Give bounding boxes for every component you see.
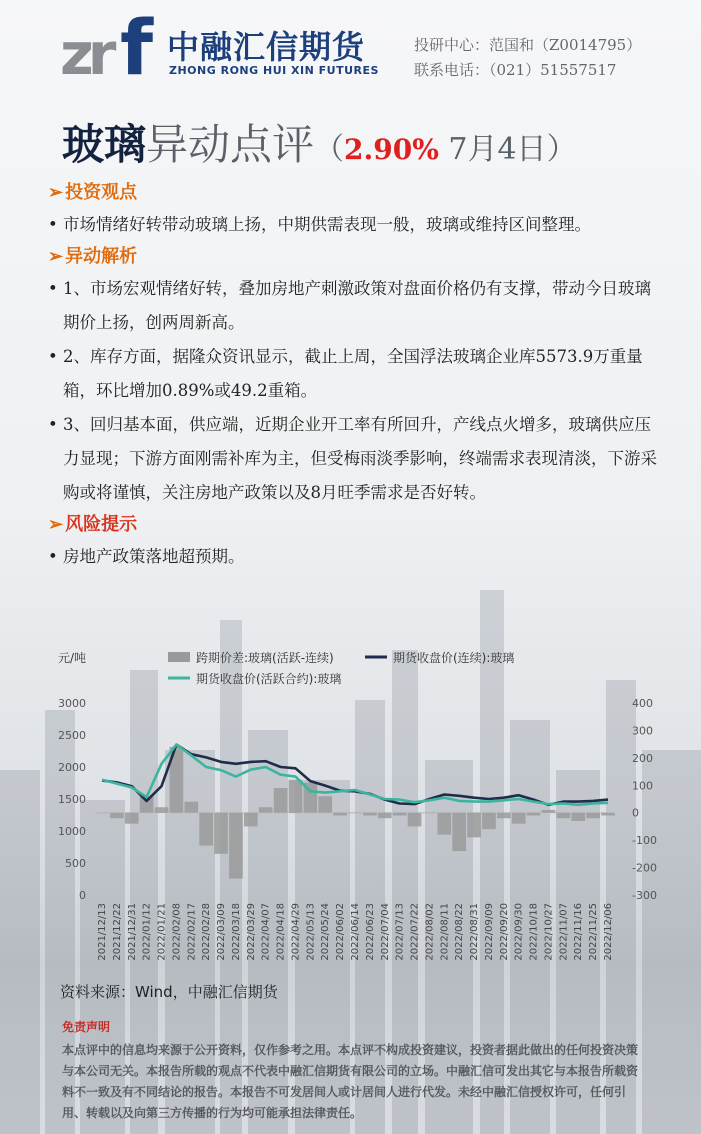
title-close-paren: ） <box>546 132 577 167</box>
y2-tick-label: 100 <box>632 779 653 793</box>
y2-tick-label: 400 <box>632 697 653 710</box>
x-tick-label: 2022/04/18 <box>275 903 287 961</box>
x-tick-label: 2022/01/12 <box>141 903 153 961</box>
contact-info <box>414 33 641 83</box>
bullet-icon: • <box>48 347 58 366</box>
y2-tick-label: 0 <box>632 806 639 820</box>
spread-bar <box>348 813 362 814</box>
bullet-icon: • <box>48 547 58 566</box>
page-title <box>62 112 577 172</box>
y2-tick-label: -100 <box>632 834 657 848</box>
view-item: • 市场情绪好转带动玻璃上扬，中期供需表现一般，玻璃或维持区间整理。 <box>48 208 658 242</box>
company-name-en: ZHONG RONG HUI XIN FUTURES <box>169 64 379 77</box>
x-tick-label: 2022/08/31 <box>469 903 481 961</box>
spread-bar <box>155 807 169 812</box>
spread-bar <box>452 813 466 851</box>
x-tick-label: 2022/07/13 <box>394 903 406 961</box>
title-main: 玻璃 <box>62 120 147 169</box>
x-tick-label: 2022/02/08 <box>171 903 183 961</box>
bullet-icon: • <box>48 415 58 434</box>
x-tick-label: 2022/02/28 <box>201 903 213 961</box>
x-tick-label: 2022/06/23 <box>364 903 376 961</box>
spread-bar <box>601 813 615 816</box>
x-tick-label: 2022/07/22 <box>409 903 421 961</box>
y-tick-label: 2500 <box>58 729 86 742</box>
arrow-icon: ➢ <box>48 246 64 267</box>
spread-bar <box>408 813 422 827</box>
spread-bar <box>229 813 243 879</box>
arrow-icon: ➢ <box>48 514 64 535</box>
price-chart <box>50 645 657 975</box>
legend-label-continuous: 期货收盘价(连续):玻璃 <box>393 651 515 665</box>
legend-swatch-spread <box>168 652 190 662</box>
spread-bar <box>467 813 481 838</box>
y2-tick-label: 200 <box>632 751 653 765</box>
header <box>0 0 701 95</box>
spread-bar <box>512 813 526 824</box>
x-tick-label: 2022/05/24 <box>320 903 332 961</box>
spread-bar <box>497 813 511 818</box>
x-tick-label: 2022/09/20 <box>498 903 510 961</box>
arrow-icon: ➢ <box>48 182 64 203</box>
x-tick-label: 2022/11/07 <box>558 903 570 961</box>
spread-bar <box>437 813 451 835</box>
title-change-pct: 2.90% <box>344 133 439 166</box>
spread-bar <box>289 780 303 813</box>
spread-bar <box>110 813 124 818</box>
x-tick-label: 2022/03/18 <box>230 903 242 961</box>
spread-bar <box>318 796 332 812</box>
spread-bar <box>125 813 139 824</box>
y2-tick-label: -200 <box>632 861 657 875</box>
company-logo-mark: zr <box>60 20 111 88</box>
x-tick-label: 2022/03/09 <box>216 903 228 961</box>
risk-item: • 房地产政策落地超预期。 <box>48 540 658 574</box>
section-heading-analysis: ➢ 异动解析 <box>48 246 138 267</box>
section-heading-view: ➢ 投资观点 <box>48 182 138 203</box>
x-tick-label: 2022/02/17 <box>186 903 198 961</box>
x-tick-label: 2021/12/22 <box>111 903 123 961</box>
analyst-line: 投研中心：范国和（Z0014795） <box>414 36 642 54</box>
spread-bar <box>140 796 154 812</box>
spread-bar <box>214 813 228 854</box>
title-sub: 异动点评 <box>146 120 315 169</box>
x-tick-label: 2022/08/02 <box>424 903 436 961</box>
title-open-paren: （ <box>314 132 345 167</box>
spread-bar <box>378 813 392 818</box>
spread-bar <box>259 807 273 812</box>
spread-bar <box>557 813 571 818</box>
data-source: 资料来源：Wind，中融汇信期货 <box>60 983 278 1001</box>
report-body <box>48 178 658 574</box>
title-date: 7月4日 <box>438 132 547 167</box>
x-tick-label: 2022/01/21 <box>156 903 168 961</box>
x-tick-label: 2022/09/09 <box>483 903 495 961</box>
spread-bar <box>363 813 377 816</box>
x-tick-label: 2022/08/11 <box>439 903 451 961</box>
y-tick-label: 1000 <box>58 825 86 838</box>
spread-bar <box>199 813 213 846</box>
x-tick-label: 2022/11/16 <box>573 903 585 961</box>
x-tick-label: 2022/06/14 <box>350 903 361 961</box>
legend-label-active: 期货收盘价(活跃合约):玻璃 <box>196 672 342 686</box>
phone-line: 联系电话：（021）51557517 <box>414 61 617 79</box>
y-tick-label: 1500 <box>58 793 86 806</box>
x-tick-label: 2022/04/29 <box>290 903 302 961</box>
y-tick-label: 0 <box>79 889 86 902</box>
y-tick-label: 500 <box>65 857 86 870</box>
analysis-item-2: • 2、库存方面，据隆众资讯显示，截止上周，全国浮法玻璃企业库5573.9万重量箱，环比增加0.89%或49.2重箱。 <box>48 340 658 408</box>
spread-bar <box>527 813 541 816</box>
x-tick-label: 2022/04/07 <box>260 903 272 961</box>
spread-bar <box>184 802 198 813</box>
bullet-icon: • <box>48 215 58 234</box>
price-chart-svg <box>50 645 657 975</box>
x-tick-label: 2021/12/31 <box>126 903 138 961</box>
disclaimer-text: 本点评中的信息均来源于公开资料，仅作参考之用。本点评不构成投资建议，投资者据此做出的任何投资决策与本公司无关。本报告所载的观点不代表中融汇信期货有限公司的立场。中融汇信可发出其它与本报告所载资料不一致及有不同结论的报告。本报告不可发居间人或计居间人进行代发。未经中融汇信授权许可，任何引用、转载以及向第三方传播的行为均可能承担法律责任。 <box>62 1043 639 1120</box>
spread-bar <box>244 813 258 827</box>
legend-label-spread: 跨期价差:玻璃(活跃-连续) <box>196 651 334 665</box>
company-logo-mark-f: f <box>120 3 154 92</box>
x-tick-label: 2022/10/18 <box>528 903 540 961</box>
analysis-item-1: • 1、市场宏观情绪好转，叠加房地产刺激政策对盘面价格仍有支撑，带动今日玻璃期价上扬，创两周新高。 <box>48 272 658 340</box>
spread-bar <box>586 813 600 818</box>
x-tick-label: 2022/11/25 <box>588 903 600 961</box>
x-tick-label: 2022/08/22 <box>454 903 466 961</box>
bullet-icon: • <box>48 279 58 298</box>
x-tick-label: 2022/06/02 <box>335 903 347 961</box>
analysis-item-3: • 3、回归基本面，供应端，近期企业开工率有所回升，产线点火增多，玻璃供应压力显现；下游方面刚需补库为主，但受梅雨淡季影响，终端需求表现清淡，下游采购或将谨慎，关注房地产政策以及8月旺季需求是否好转。 <box>48 408 658 510</box>
x-tick-label: 2022/09/30 <box>513 903 525 961</box>
y2-tick-label: -300 <box>632 889 657 902</box>
disclaimer-heading: 免责声明 <box>62 1020 111 1034</box>
spread-bar <box>95 813 109 814</box>
y2-tick-label: 300 <box>632 724 653 738</box>
x-tick-label: 2022/10/27 <box>543 903 555 961</box>
company-name-cn: 中融汇信期货 <box>167 28 366 66</box>
y-tick-label: 2000 <box>58 761 86 774</box>
x-tick-label: 2022/07/04 <box>379 903 391 961</box>
y-axis-unit-label: 元/吨 <box>58 651 87 665</box>
spread-bar <box>542 810 556 813</box>
section-heading-risk: ➢ 风险提示 <box>48 514 138 535</box>
spread-bar <box>393 813 407 816</box>
spread-bar <box>333 813 347 816</box>
spread-bar <box>482 813 496 829</box>
x-tick-label: 2022/03/29 <box>245 903 257 961</box>
x-tick-label: 2021/12/13 <box>97 903 108 961</box>
spread-bar <box>571 813 585 821</box>
spread-bar <box>274 788 288 813</box>
y-tick-label: 3000 <box>58 697 86 710</box>
x-tick-label: 2022/12/06 <box>603 903 614 961</box>
x-tick-label: 2022/05/13 <box>305 903 317 961</box>
spread-bar <box>423 813 437 814</box>
